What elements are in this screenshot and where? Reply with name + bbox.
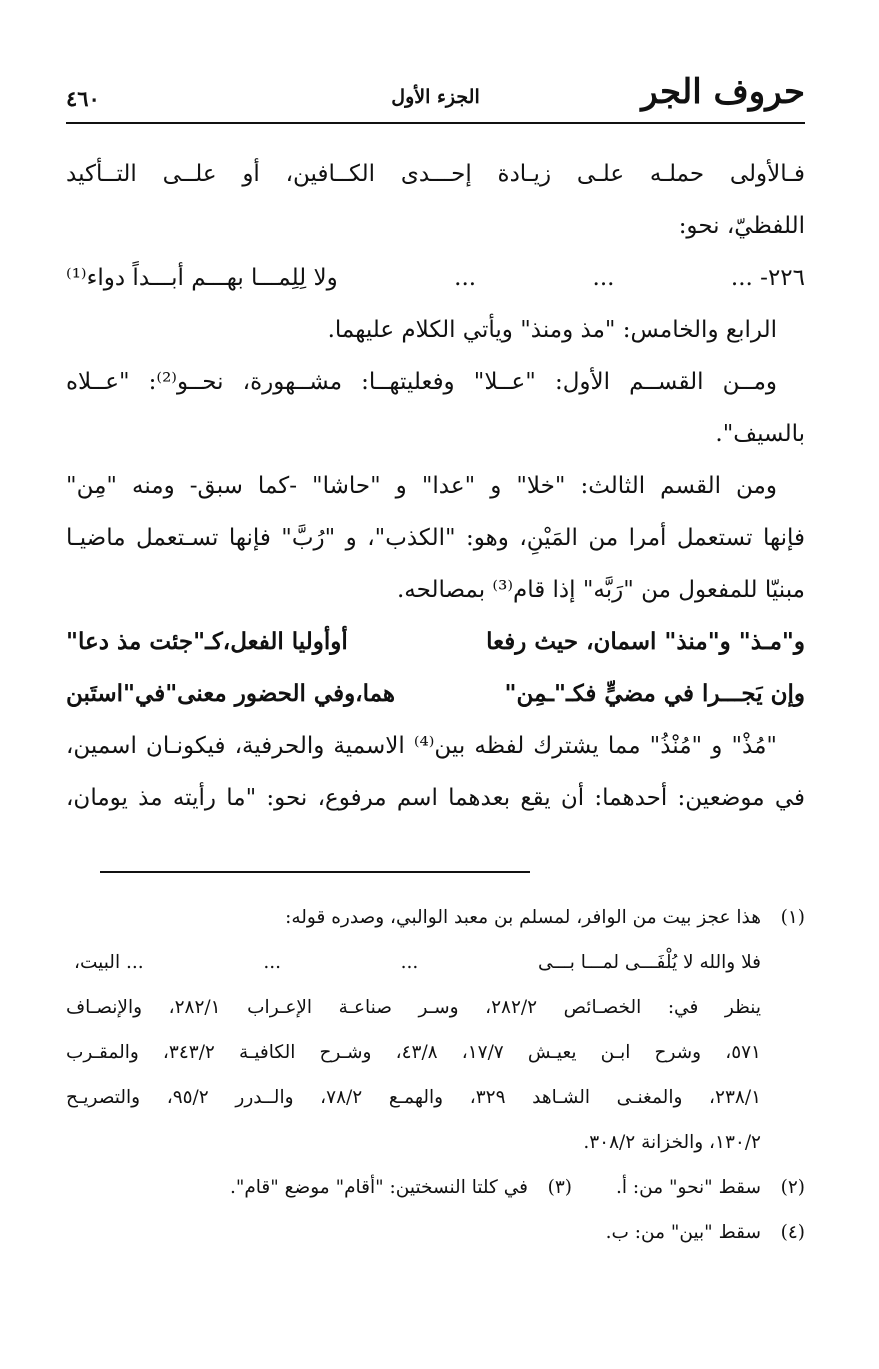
paragraph-line: ومن القسم الثالث: "خلا" و "عدا" و "حاشا" -كما سبق- ومنه "مِن"	[66, 473, 777, 499]
main-text	[66, 148, 805, 824]
footnote-3	[230, 1165, 572, 1210]
footnote-line: ١٣٠/٢، والخزانة ٣٠٨/٢.	[583, 1132, 761, 1153]
verse-ellipsis: ...	[454, 265, 477, 291]
footnote-2	[616, 1165, 805, 1210]
verse-226	[66, 252, 805, 304]
footnote-4	[66, 1210, 805, 1255]
verse-hemistich-first: و"مـذ" و"منذ" اسمان، حيث رفعا	[486, 628, 805, 655]
verse-text: فلا والله لا يُلْفَـــى لمـــا بـــى	[538, 952, 761, 973]
verse-ellipsis: ...	[400, 952, 419, 973]
header-rule	[66, 122, 805, 124]
footnote-number: (٣)	[547, 1177, 573, 1198]
paragraph-line: في موضعين: أحدهما: أن يقع بعدهما اسم مرفوع، نحو: "ما رأيته مذ يومان،	[66, 785, 805, 811]
paragraph-line: الرابع والخامس: "مذ ومنذ" ويأتي الكلام عليهما.	[327, 317, 777, 343]
footnote-line: ٢٣٨/١، والمغنـى الشـاهد ٣٢٩، والهمـع ٧٨/٢، والــدرر ٩٥/٢، والتصريـح	[66, 1087, 762, 1108]
paragraph-line: اللفظيّ، نحو:	[678, 213, 805, 239]
verse-text: ولا لِلِمـــا بهـــم أبـــداً دواء⁽¹⁾	[66, 265, 338, 291]
paragraph-line: فـالأولى حملـه علـى زيـادة إحـــدى الكــافين، أو علــى التــأكيد	[66, 161, 805, 187]
alfiya-verse	[66, 616, 805, 668]
footnote-1	[66, 895, 805, 1165]
footnote-number: (١)	[780, 907, 805, 928]
verse-hemistich-second: أوأوليا الفعل،كـ"جئت مذ دعا"	[66, 628, 348, 655]
footnote-text: سقط "نحو" من: أ.	[616, 1177, 761, 1198]
footnotes	[66, 895, 805, 1255]
chapter-title: حروف الجر	[641, 72, 805, 112]
verse-hemistich-first: وإن يَجـــرا في مضيٍّ فكـ"ـمِن"	[504, 680, 805, 707]
paragraph-line: فإنها تستعمل أمرا من المَيْنِ، وهو: "الكذب"، و "رُبَّ" فإنها تسـتعمل ماضيـا	[66, 525, 805, 551]
footnote-line: هذا عجز بيت من الوافر، لمسلم بن معبد الوالبي، وصدره قوله:	[285, 907, 761, 928]
footnote-line: ٥٧١، وشرح ابـن يعيـش ١٧/٧، ٤٣/٨، وشـرح الكافيـة ٣٤٣/٢، والمقـرب	[66, 1042, 761, 1063]
footnote-number: (٢)	[780, 1177, 805, 1198]
verse-ellipsis: ...	[592, 265, 615, 291]
footnote-number: (٤)	[780, 1222, 805, 1243]
verse-number: ٢٢٦- ...	[730, 265, 805, 291]
footnote-row	[66, 1165, 805, 1210]
footnote-text: سقط "بين" من: ب.	[605, 1222, 761, 1243]
alfiya-verse	[66, 668, 805, 720]
verse-end: ... البيت،	[74, 952, 144, 973]
footnote-verse	[66, 940, 761, 985]
paragraph-line: مبنيّا للمفعول من "رَبَّه" إذا قام⁽³⁾ بمصالحه.	[396, 577, 805, 603]
verse-ellipsis: ...	[263, 952, 281, 973]
part-label: الجزء الأول	[391, 86, 480, 108]
footnote-line: ينظر في: الخصـائص ٢٨٢/٢، وسـر صناعـة الإعـراب ٢٨٢/١، والإنصـاف	[66, 997, 761, 1018]
paragraph-line: "مُذْ" و "مُنْذُ" مما يشترك لفظه بين⁽⁴⁾ الاسمية والحرفية، فيكونـان اسمين،	[66, 733, 777, 759]
verse-hemistich-second: هما،وفي الحضور معنى"في"استَبن	[66, 680, 396, 707]
paragraph-line: بالسيف".	[715, 421, 805, 447]
footnote-separator	[100, 871, 530, 873]
page-header	[66, 70, 805, 120]
paragraph-line: ومــن القســم الأول: "عــلا" وفعليتهــا: مشــهورة، نحــو⁽²⁾: "عــلاه	[66, 369, 777, 395]
footnote-text: في كلتا النسختين: "أقام" موضع "قام".	[229, 1177, 529, 1198]
page-number: ٤٦٠	[66, 86, 100, 111]
